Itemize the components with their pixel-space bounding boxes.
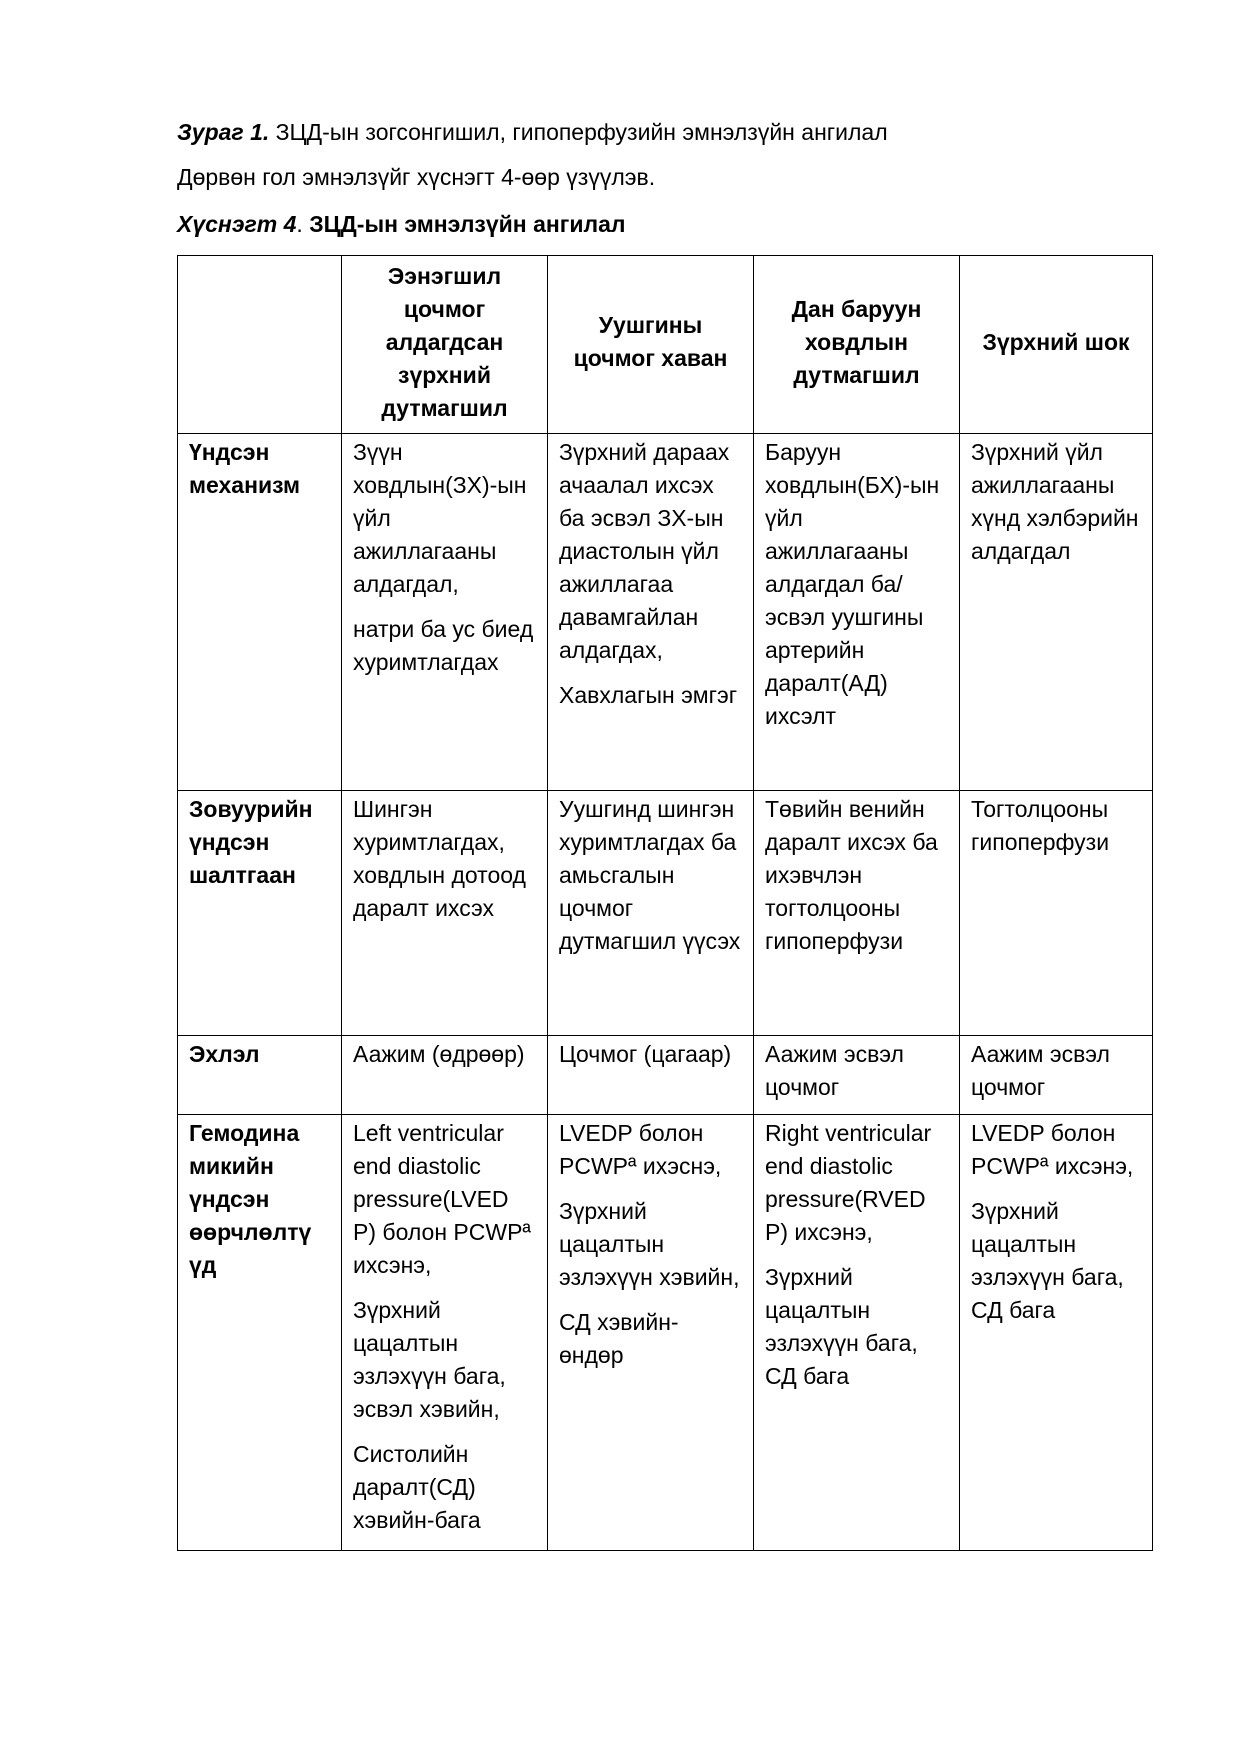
table-cell — [960, 791, 1153, 1036]
column-header: Дан баруун ховдлын дутмагшил — [754, 256, 960, 434]
table-cell — [754, 1115, 960, 1551]
table-caption — [177, 209, 626, 239]
cell-paragraph: Систолийн даралт(СД) хэвийн-бага — [353, 1441, 481, 1533]
table-cell — [754, 791, 960, 1036]
row-header: Гемодина микийн үндсэн өөрчлөлтү үд — [178, 1115, 342, 1551]
cell-paragraph: Аажим (өдрөөр) — [353, 1041, 525, 1067]
cell-paragraph: LVEDP болон PCWPª ихсэнэ, — [971, 1120, 1134, 1179]
cell-paragraph: Зүрхний үйл ажиллагааны хүнд хэлбэрийн алдагдал — [971, 439, 1139, 564]
cell-paragraph: Тогтолцооны гипоперфузи — [971, 796, 1110, 855]
cell-paragraph: Зүүн ховдлын(ЗХ)-ын үйл ажиллагааны алдагдал, — [353, 439, 527, 597]
table-cell — [548, 1036, 754, 1115]
table-row — [178, 791, 1153, 1036]
clinical-classification-table — [177, 255, 1153, 1551]
intro-paragraph: Дөрвөн гол эмнэлзүйг хүснэгт 4-өөр үзүүлэв. — [177, 164, 656, 190]
cell-paragraph: LVEDP болон PCWPª ихэснэ, — [559, 1120, 722, 1179]
cell-paragraph: Төвийн венийн даралт ихсэх ба ихэвчлэн тогтолцооны гипоперфузи — [765, 796, 938, 954]
cell-paragraph: Аажим эсвэл цочмог — [765, 1041, 904, 1100]
cell-paragraph: СД хэвийн-өндөр — [559, 1309, 679, 1368]
table-caption-label: Хүснэгт 4 — [177, 211, 297, 237]
cell-paragraph: Баруун ховдлын(БХ)-ын үйл ажиллагааны алдагдал ба/эсвэл уушгины артерийн даралт(АД) ихсэлт — [765, 439, 940, 729]
cell-paragraph: Цочмог (цагаар) — [559, 1041, 732, 1067]
row-header: Үндсэн механизм — [178, 434, 342, 791]
table-cell — [960, 1036, 1153, 1115]
table-caption-separator: . — [296, 211, 310, 237]
row-header: Зовуурийн үндсэн шалтгаан — [178, 791, 342, 1036]
figure-caption — [177, 117, 888, 147]
figure-caption-label: Зураг 1. — [177, 119, 270, 145]
cell-paragraph: Шингэн хуримтлагдах, ховдлын дотоод даралт ихсэх — [353, 796, 526, 921]
table-cell — [548, 791, 754, 1036]
column-header: Зүрхний шок — [960, 256, 1153, 434]
table-cell — [548, 1115, 754, 1551]
table-row — [178, 1036, 1153, 1115]
cell-paragraph: натри ба ус биед хуримтлагдах — [353, 616, 534, 675]
table-cell — [754, 434, 960, 791]
row-header: Эхлэл — [178, 1036, 342, 1115]
table-row — [178, 1115, 1153, 1551]
cell-paragraph: Left ventricular end diastolic pressure(LVED P) болон PCWPª ихсэнэ, — [353, 1120, 531, 1278]
table-cell — [342, 791, 548, 1036]
cell-paragraph: Аажим эсвэл цочмог — [971, 1041, 1110, 1100]
cell-paragraph: Зүрхний цацалтын эзлэхүүн хэвийн, — [559, 1198, 740, 1290]
table-corner-cell — [178, 256, 342, 434]
table-row — [178, 434, 1153, 791]
table-cell — [754, 1036, 960, 1115]
cell-paragraph: Уушгинд шингэн хуримтлагдах ба амьсгалын цочмог дутмагшил үүсэх — [559, 796, 741, 954]
table-caption-title: ЗЦД-ын эмнэлзүйн ангилал — [309, 211, 626, 237]
cell-paragraph: Зүрхний цацалтын эзлэхүүн бага, СД бага — [765, 1264, 918, 1389]
column-header: Ээнэгшил цочмог алдагдсан зүрхний дутмагшил — [342, 256, 548, 434]
cell-paragraph: Хавхлагын эмгэг — [559, 682, 738, 708]
cell-paragraph: Зүрхний дараах ачаалал ихсэх ба эсвэл ЗХ-ын диастолын үйл ажиллагаа давамгайлан алдагдах, — [559, 439, 730, 663]
figure-caption-text: ЗЦД-ын зогсонгишил, гипоперфузийн эмнэлзүйн ангилал — [269, 119, 888, 145]
cell-paragraph: Зүрхний цацалтын эзлэхүүн бага, эсвэл хэвийн, — [353, 1297, 506, 1422]
table-cell — [960, 434, 1153, 791]
table-cell — [342, 434, 548, 791]
column-header: Уушгины цочмог хаван — [548, 256, 754, 434]
table-cell — [342, 1115, 548, 1551]
cell-paragraph: Right ventricular end diastolic pressure(RVED P) ихсэнэ, — [765, 1120, 932, 1245]
cell-paragraph: Зүрхний цацалтын эзлэхүүн бага, СД бага — [971, 1198, 1124, 1323]
table-cell — [548, 434, 754, 791]
table-cell — [342, 1036, 548, 1115]
table-header-row — [178, 256, 1153, 434]
table-cell — [960, 1115, 1153, 1551]
